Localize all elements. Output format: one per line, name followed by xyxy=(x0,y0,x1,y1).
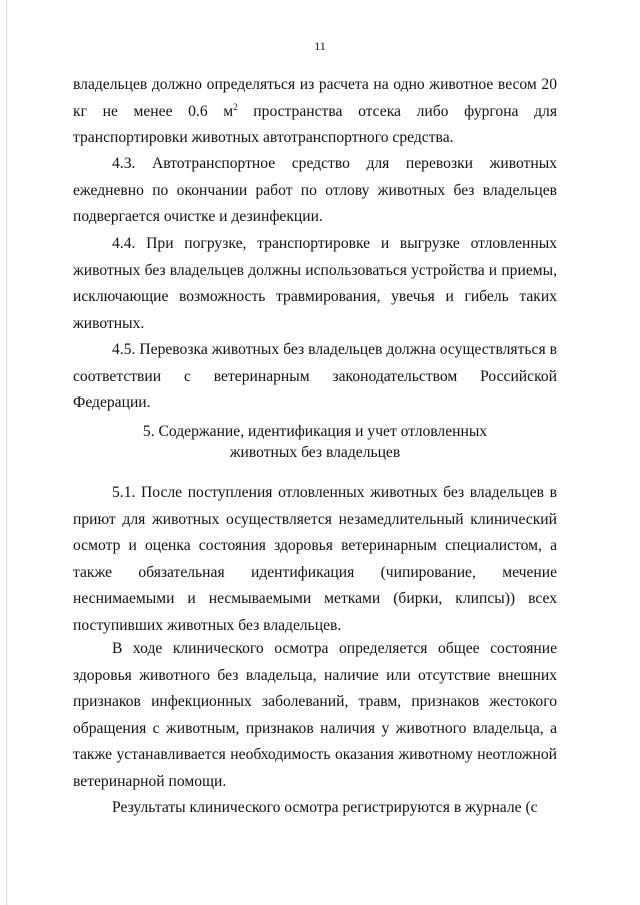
paragraph-intro-text: владельцев должно определяться из расчета на одно животное весом 20 кг не менее 0.6 м xyxy=(73,76,557,120)
section-heading-line-1: 5. Содержание, идентификация и учет отловленных xyxy=(142,423,488,440)
paragraph-results: Результаты клинического осмотра регистрируются в журнале (с xyxy=(112,799,538,816)
section-heading-line-2: животных без владельцев xyxy=(229,444,401,461)
paragraph-4-4: 4.4. При погрузке, транспортировке и выгрузке отловленных животных без владельцев должны использоваться устройства и приемы, исключающие возможность травмирования, увечья и гибель таких животных. xyxy=(73,235,557,332)
paragraph-4-3: 4.3. Автотранспортное средство для перевозки животных ежедневно по окончании работ по отлову животных без владельцев подвергается очистке и дезинфекции. xyxy=(73,155,557,225)
section-heading xyxy=(73,421,557,463)
paragraph-intro xyxy=(73,72,557,152)
scan-edge-line xyxy=(6,0,7,905)
page-number: 11 xyxy=(314,39,326,53)
paragraph-intro-text-cont: пространства отсека либо фургона для транспортировки животных автотранспортного средства. xyxy=(73,102,558,146)
paragraph-5-1: 5.1. После поступления отловленных животных без владельцев в приют для животных осуществляется незамедлительный клинический осмотр и оценка состояния здоровья ветеринарным специалистом, а также обязательная идентификация (чипирование, мечение неснимаемыми и несмываемыми метками (бирки, клипсы)) всех поступивших животных без владельцев. xyxy=(73,484,557,634)
paragraph-clinical-exam: В ходе клинического осмотра определяется общее состояние здоровья животного без владельца, наличие или отсутствие внешних признаков инфекционных заболеваний, травм, признаков жестокого обращения с животным, признаков наличия у животного владельца, а также устанавливается необходимость оказания животному неотложной ветеринарной помощи. xyxy=(73,640,557,790)
paragraph-4-5: 4.5. Перевозка животных без владельцев должна осуществляться в соответствии с ветеринарным законодательством Российской Федерации. xyxy=(73,341,557,411)
square-meter-superscript: 2 xyxy=(233,101,238,112)
